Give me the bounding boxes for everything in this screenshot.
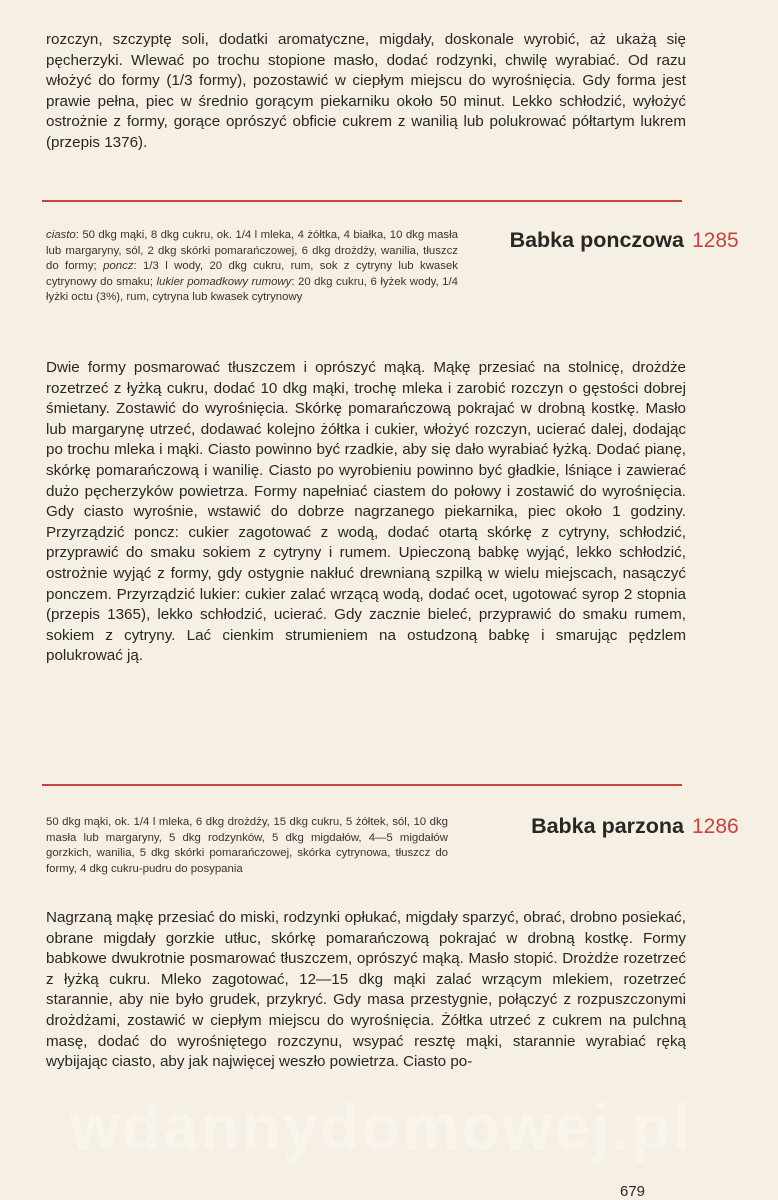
- ingredient-group-label: poncz: [103, 260, 134, 273]
- ingredient-group-text: : 50 dkg mąki, 8 dkg cukru, ok. 1/4 l mleka, 4 żółtka, 4 białka, 10 dkg masła lub margaryny, sól, 2 dkg skórki pomarańczowej, 6 dkg drożdży, wanilia, tłuszcz do formy;: [46, 229, 458, 273]
- ingredient-group-label: ciasto: [46, 229, 76, 241]
- ingredient-group-text: : 20 dkg cukru, 6 łyżek wody, 1/4 łyżki octu (3%), rum, cytryna lub kwasek cytrynowy: [46, 275, 459, 304]
- recipe-1285-ingredients: [46, 228, 458, 306]
- recipe-1286-instructions: Nagrzaną mąkę przesiać do miski, rodzynki opłukać, migdały sparzyć, obrać, drobno posiekać, obrane migdały gorzkie utłuc, skórkę pomarańczową pokrajać w drobną kostkę. Formy babkowe dwukrotnie posmarować tłuszczem, oprószyć mąką. Masło stopić. Drożdże rozetrzeć z łyżką cukru. Mleko zagotować, 12—15 dkg mąki zalać wrzącym mlekiem, rozetrzeć starannie, aby nie było grudek, przykryć. Gdy masa przestygnie, połączyć z rozpuszczonymi drożdżami, zostawić w ciepłym miejscu do wyrośnięcia. Żółtka utrzeć z cukrem na pulchną masę, dodać do wyrośniętego rozczynu, wsypać resztę mąki, starannie wyrabiać ręką wybijając ciasto, aby jak najwięcej weszło powietrza. Ciasto po-: [46, 909, 686, 1071]
- watermark: wdannydomowej.pl: [70, 1091, 693, 1163]
- recipe-number: 1285: [692, 229, 739, 252]
- intro-paragraph: rozczyn, szczyptę soli, dodatki aromatyczne, migdały, doskonale wyrobić, aż ukażą się pęcherzyki. Wlewać po trochu stopione masło, dodać rodzynki, chwilę wyrabiać. Od razu włożyć do formy (1/3 formy), pozostawić w ciepłym miejscu do wyrośnięcia. Gdy forma jest prawie pełna, piec w średnio gorącym piekarniku około 50 minut. Lekko schłodzić, wyłożyć ostrożnie z formy, gorące oprószyć obficie cukrem z wanilią lub polukrować półtartym lukrem (przepis 1376).: [46, 31, 686, 151]
- section-divider: [42, 784, 682, 786]
- page-number: 679: [620, 1183, 646, 1200]
- recipe-number: 1286: [692, 815, 739, 838]
- recipe-title: Babka parzona: [531, 814, 684, 838]
- recipe-title: Babka ponczowa: [509, 228, 684, 252]
- recipe-1286-ingredients: 50 dkg mąki, ok. 1/4 l mleka, 6 dkg drożdży, 15 dkg cukru, 5 żółtek, sól, 10 dkg masła lub margaryny, 5 dkg rodzynków, 5 dkg migdałów, 4—5 migdałów gorzkich, wanilia, 5 dkg skórki pomarańczowej, skórka cytrynowa, tłuszcz do formy, 4 dkg cukru-pudru do posypania: [46, 816, 448, 875]
- recipe-1285-instructions: Dwie formy posmarować tłuszczem i oprószyć mąką. Mąkę przesiać na stolnicę, drożdże rozetrzeć z łyżką cukru, dodać 10 dkg mąki, trochę mleka i zarobić rozczyn o gęstości dobrej śmietany. Zostawić do wyrośnięcia. Skórkę pomarańczową pokrajać w drobną kostkę. Masło lub margarynę utrzeć, dodawać kolejno żółtka i cukier, włożyć rozczyn, ucierać dalej, dodając po trochu mleka i mąki. Ciasto powinno być rzadkie, aby się dało wyrabiać łyżką. Dodać pianę, skórkę pomarańczową i wanilię. Ciasto po wyrobieniu powinno być gładkie, lśniące i zawierać dużo pęcherzyków powietrza. Formy napełniać ciastem do połowy i zostawić do wyrośnięcia. Gdy ciasto wyrośnie, wstawić do dobrze nagrzanego piekarnika, piec około 1 godziny. Przyrządzić poncz: cukier zagotować z wodą, dodać otartą skórkę z cytryny, schłodzić, przyprawić do smaku sokiem z cytryny i rumem. Upieczoną babkę wyjąć, lekko schłodzić, ostrożnie wyjąć z formy, gdy ostygnie nakłuć drewnianą szpilką w wielu miejscach, nasączyć ponczem. Przyrządzić lukier: cukier zalać wrzącą wodą, dodać ocet, ugotować syrop 2 stopnia (przepis 1365), lekko schłodzić, ucierać. Gdy zacznie bieleć, przyprawić do smaku rumem, sokiem z cytryny. Lać cienkim strumieniem na ostudzoną babkę i smarując pędzlem polukrować ją.: [46, 359, 686, 665]
- ingredient-group-label: lukier pomadkowy rumowy: [156, 275, 292, 288]
- ingredient-group-text: : 1/3 l wody, 20 dkg cukru, rum, sok z cytryny lub kwasek cytrynowy do smaku;: [46, 260, 458, 288]
- section-divider: [42, 200, 682, 202]
